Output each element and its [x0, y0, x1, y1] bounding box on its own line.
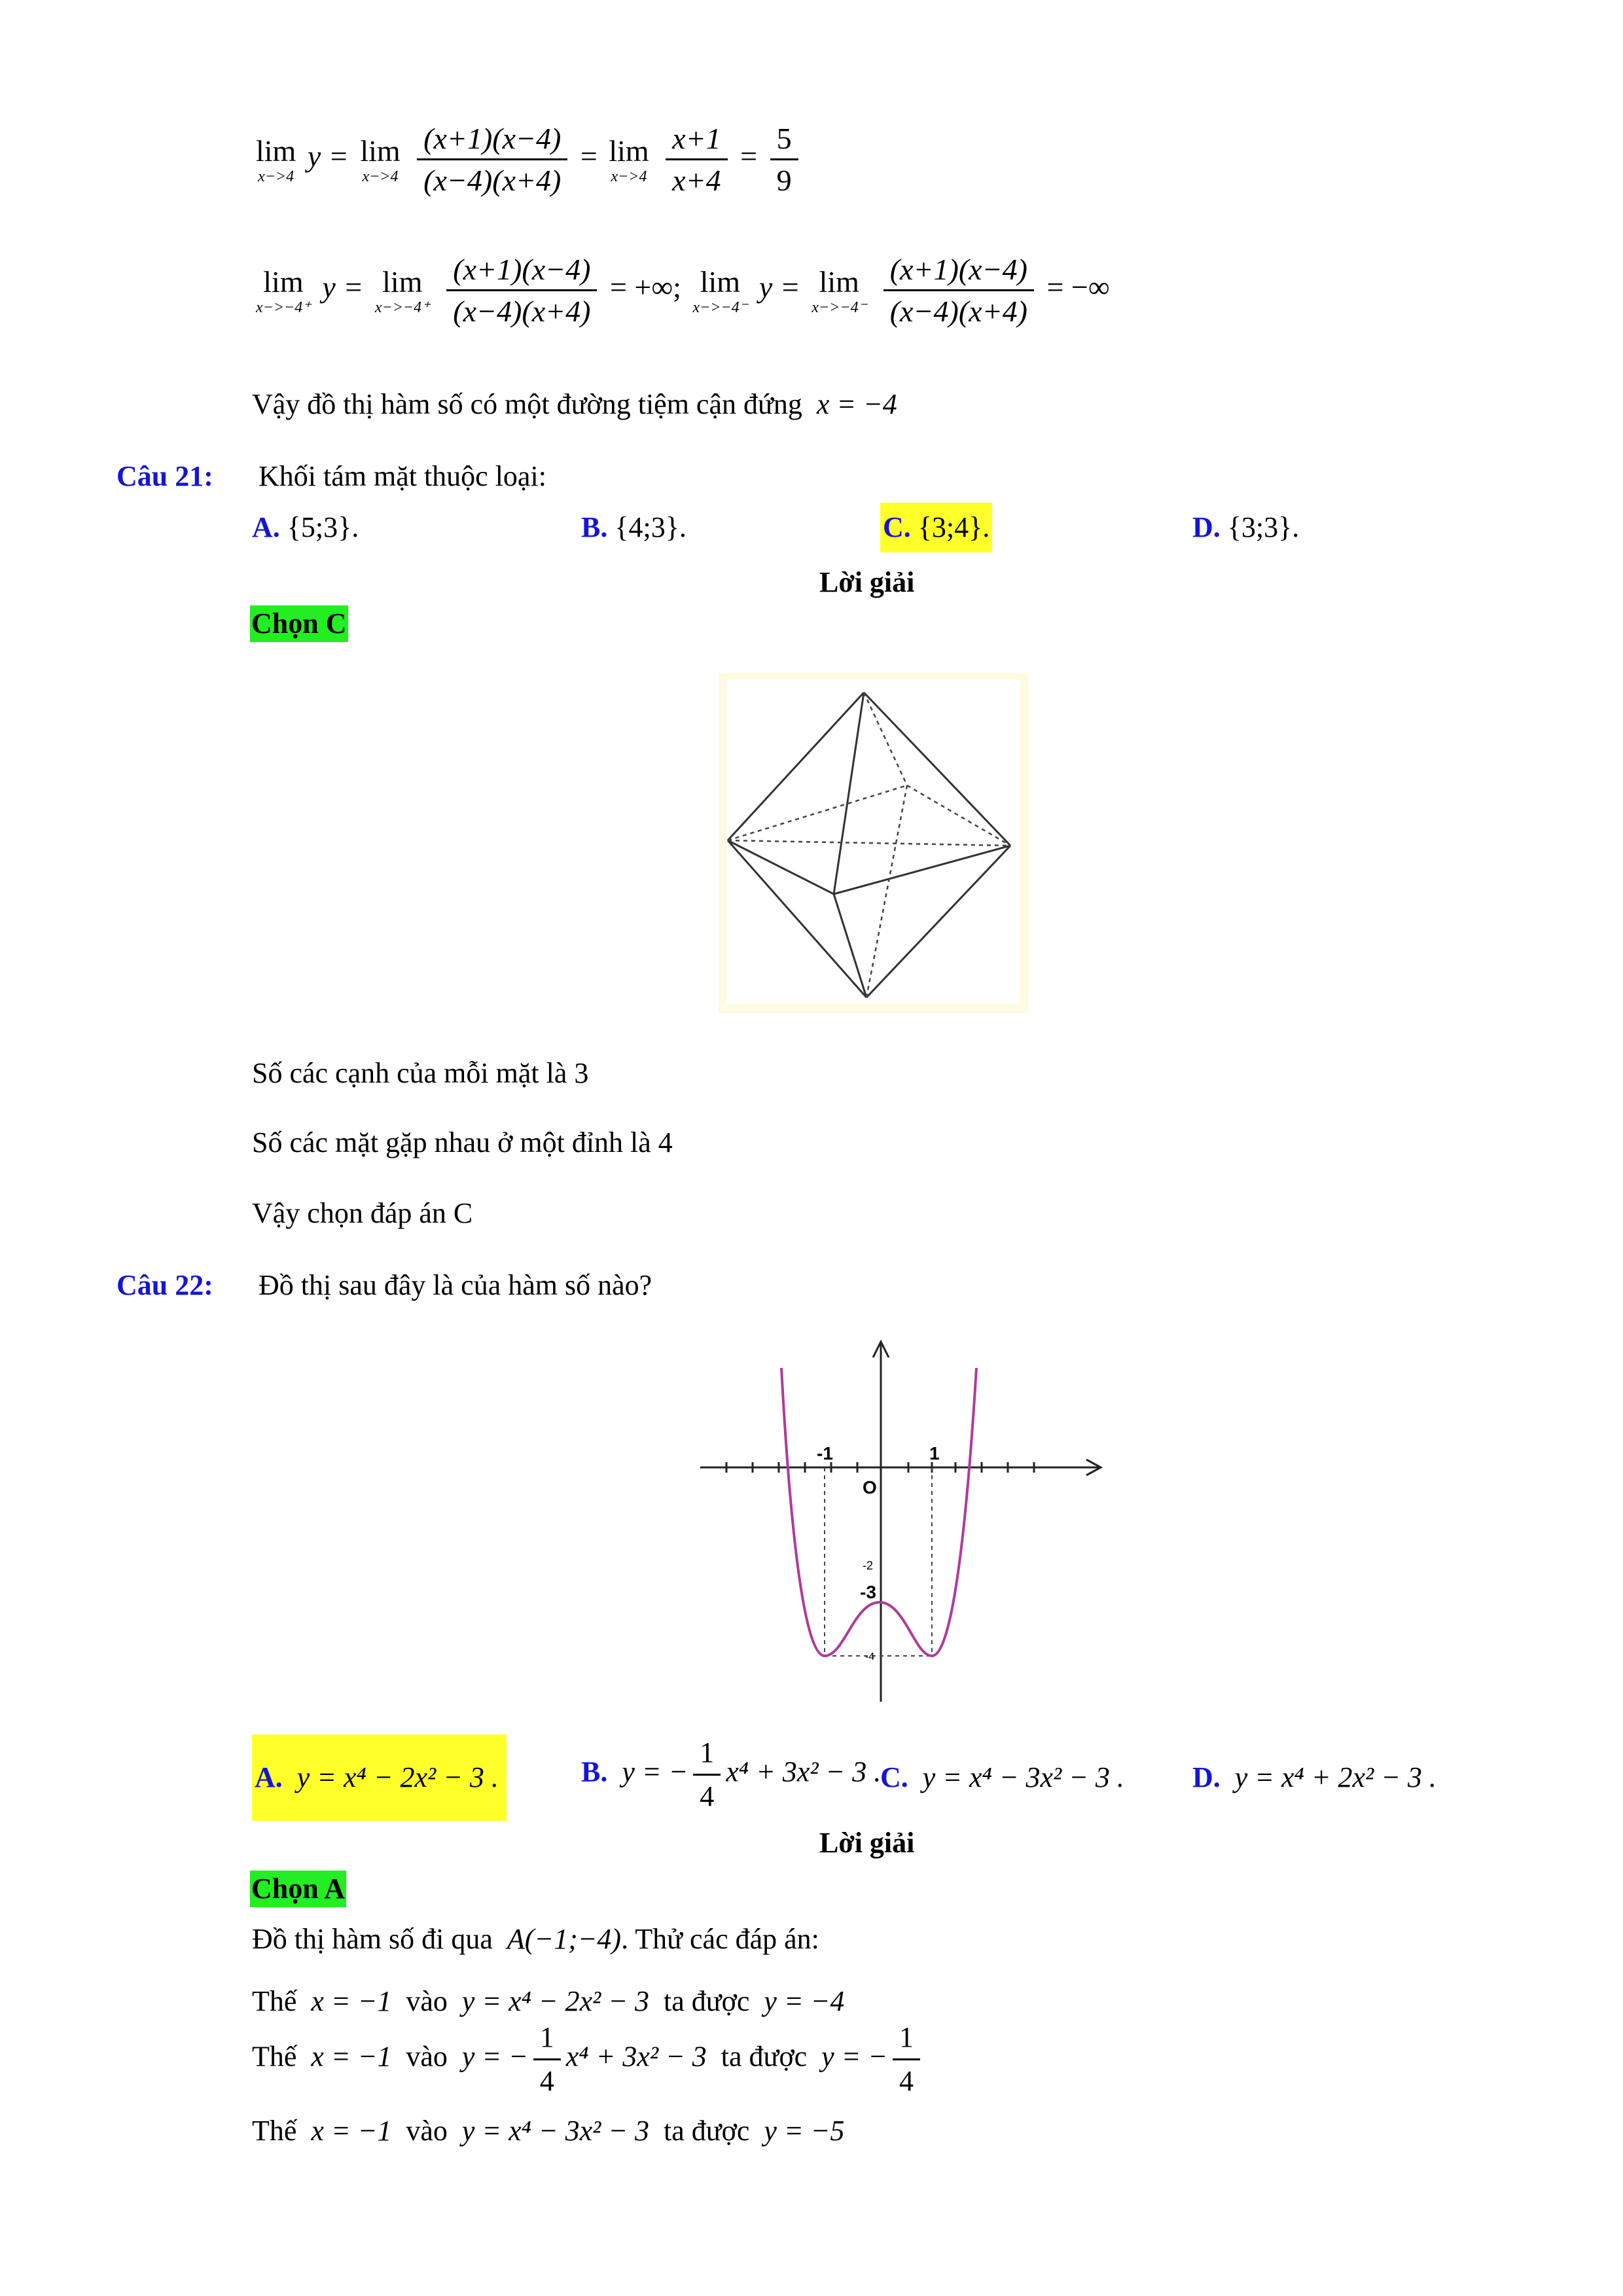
q22-option-b[interactable]: B. y = − $\frac{1}{4}$ x⁴ + 3x² − 3 . [581, 1734, 881, 1815]
q21-line-1: Số các cạnh của mỗi mặt là 3 [252, 1057, 589, 1089]
fraction: $\frac{x+1}{x+4}$ [666, 121, 727, 198]
lim-operator: lim x−>−4⁺ [256, 265, 311, 316]
lim-operator: lim x−>−4⁻ [692, 265, 748, 316]
fraction: $\frac{(x+1)(x-4)}{(x-4)(x+4)}$ [883, 252, 1034, 329]
tick-label-m3: -3 [860, 1582, 876, 1602]
q21-option-c[interactable]: C. {3;4}. [880, 503, 992, 552]
q22-sub-3: Thế x = −1 vào y = x⁴ − 3x² − 3 ta được y = −5 [252, 2115, 845, 2147]
q22-intro: Đồ thị hàm số đi qua A(−1;−4). Thử các đáp án: [252, 1923, 819, 1955]
q21-option-b[interactable]: B. {4;3}. [581, 511, 687, 543]
q22-option-a[interactable]: A. y = x⁴ − 2x² − 3 . [252, 1734, 507, 1821]
q22-choice: Chọn A [250, 1871, 346, 1907]
q21-option-d[interactable]: D. {3;3}. [1192, 511, 1300, 543]
q22-sub-2: Thế x = −1 vào y = − $\frac{1}{4}$ x⁴ + 3x² − 3 ta được y = − $\frac{1}{4}$ [252, 2019, 925, 2100]
q22-label: Câu 22: [116, 1269, 213, 1301]
q21-choice: Chọn C [250, 605, 348, 642]
tick-label-m2: -2 [863, 1559, 874, 1572]
function-graph [694, 1329, 1113, 1708]
result-minus-inf: = −∞ [1046, 270, 1110, 304]
limit-line-2 [252, 252, 1110, 329]
octahedron-figure [719, 673, 1029, 1013]
tick-label-neg1: -1 [817, 1443, 833, 1463]
fraction: $\frac{(x+1)(x-4)}{(x-4)(x+4)}$ [417, 121, 567, 198]
tick-label-pos1: 1 [929, 1443, 940, 1463]
lim-operator: lim x−>4 [360, 134, 401, 185]
lim-operator: lim x−>−4⁺ [374, 265, 430, 316]
lim-operator: lim x−>−4⁻ [812, 265, 867, 316]
tick-label-m4: -4 [865, 1651, 875, 1662]
result-plus-inf: = +∞; [609, 270, 681, 304]
equals: = [740, 139, 758, 173]
origin-label: O [863, 1477, 877, 1498]
q22-option-c[interactable]: C. y = x⁴ − 3x² − 3 . [880, 1761, 1124, 1793]
q22-solution-title: Lời giải [819, 1827, 915, 1859]
q22-question: Đồ thị sau đây là của hàm số nào? [259, 1269, 652, 1301]
function-curve [781, 1368, 976, 1656]
limit-line-1 [252, 121, 804, 198]
y-equals: y = [307, 139, 349, 173]
equals: = [580, 139, 597, 173]
q21-solution-title: Lời giải [819, 566, 915, 598]
q21-question: Khối tám mặt thuộc loại: [259, 460, 546, 492]
q21-option-a[interactable]: A. {5;3}. [252, 511, 359, 543]
q21-label: Câu 21: [116, 460, 213, 492]
asymptote-conclusion: Vậy đồ thị hàm số có một đường tiệm cận đứng x = −4 [252, 388, 897, 420]
q21-line-3: Vậy chọn đáp án C [252, 1197, 473, 1229]
lim-operator: lim x−>4 [256, 134, 296, 185]
q22-sub-1: Thế x = −1 vào y = x⁴ − 2x² − 3 ta được y = −4 [252, 1985, 845, 2017]
fraction: $\frac{5}{9}$ [770, 121, 798, 198]
fraction: $\frac{(x+1)(x-4)}{(x-4)(x+4)}$ [446, 252, 597, 329]
y-equals: y = [322, 270, 364, 304]
lim-operator: lim x−>4 [609, 134, 649, 185]
q22-option-d[interactable]: D. y = x⁴ + 2x² − 3 . [1192, 1761, 1436, 1793]
y-equals: y = [758, 270, 800, 304]
q21-line-2: Số các mặt gặp nhau ở một đỉnh là 4 [252, 1126, 673, 1158]
